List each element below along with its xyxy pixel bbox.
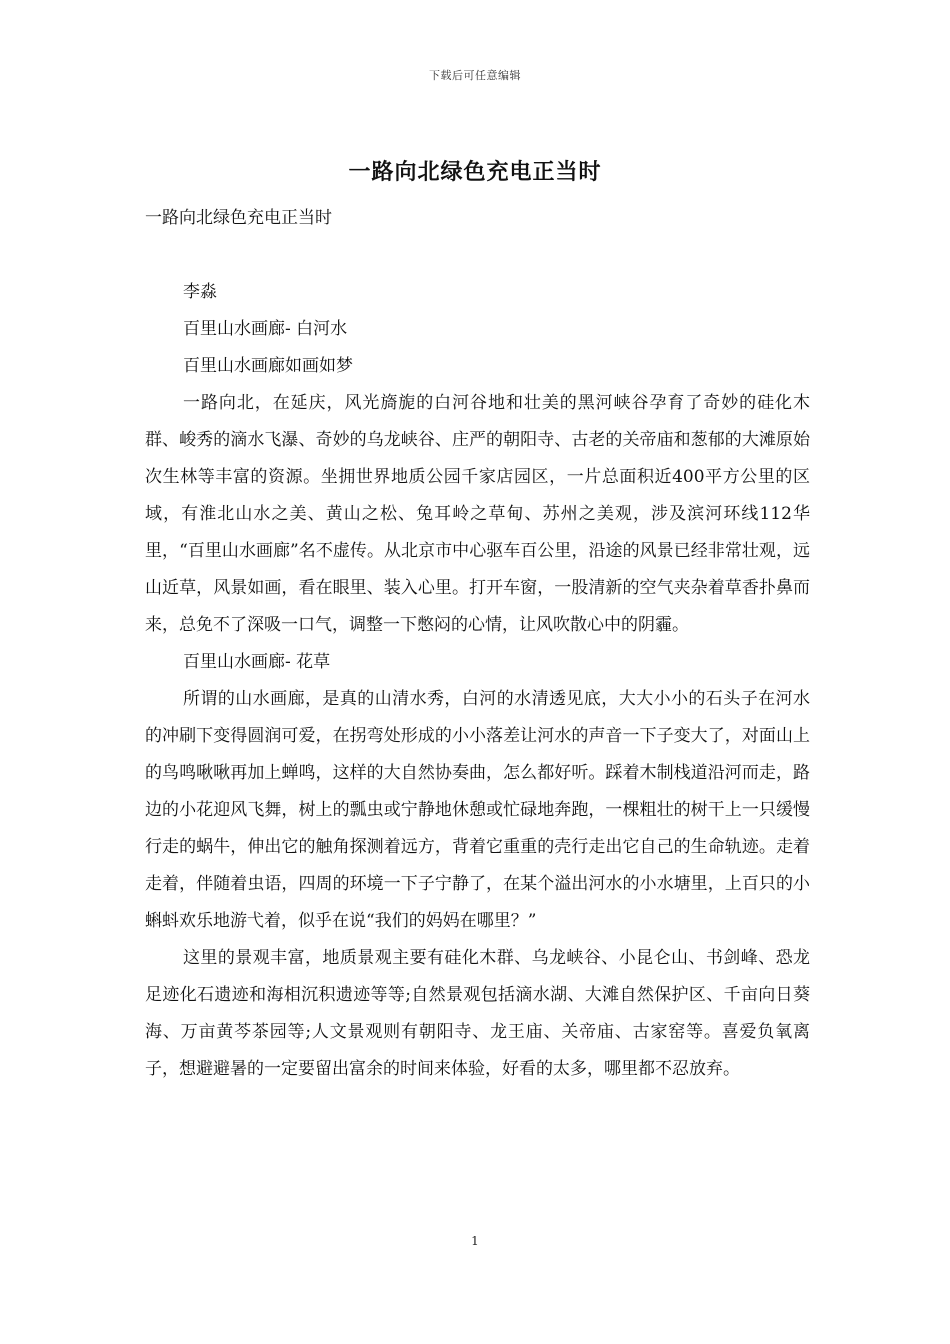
document-body bbox=[145, 200, 810, 1088]
document-title: 一路向北绿色充电正当时 bbox=[348, 159, 602, 185]
section-heading: 百里山水画廊- 白河水 bbox=[183, 319, 348, 339]
blank-line bbox=[145, 237, 810, 274]
author-line: 李淼 bbox=[183, 282, 217, 302]
page-number: 1 bbox=[471, 1234, 479, 1248]
section-heading: 百里山水画廊如画如梦 bbox=[183, 356, 353, 376]
subtitle-line: 一路向北绿色充电正当时 bbox=[145, 208, 332, 228]
paragraph: 所谓的山水画廊，是真的山清水秀，白河的水清透见底，大大小小的石头子在河水的冲刷下变得圆润可爱，在拐弯处形成的小小落差让河水的声音一下子变大了，对面山上的鸟鸣啾啾再加上蝉鸣，这样的大自然协奏曲，怎么都好听。踩着木制栈道沿河而走，路边的小花迎风飞舞，树上的瓢虫或宁静地休憩或忙碌地奔跑，一棵粗壮的树干上一只缓慢行走的蜗牛，伸出它的触角探测着远方，背着它重重的壳行走出它自己的生命轨迹。走着走着，伴随着虫语，四周的环境一下子宁静了，在某个溢出河水的小水塘里，上百只的小蝌蚪欢乐地游弋着，似乎在说“我们的妈妈在哪里？” bbox=[145, 689, 810, 931]
header-note: 下载后可任意编辑 bbox=[429, 69, 521, 82]
paragraph: 这里的景观丰富，地质景观主要有硅化木群、乌龙峡谷、小昆仑山、书剑峰、恐龙足迹化石遗迹和海相沉积遗迹等等;自然景观包括滴水湖、大滩自然保护区、千亩向日葵海、万亩黄芩茶园等;人文景观则有朝阳寺、龙王庙、关帝庙、古家窑等。喜爱负氧离子，想避避暑的一定要留出富余的时间来体验，好看的太多，哪里都不忍放弃。 bbox=[145, 948, 810, 1079]
paragraph: 一路向北，在延庆，风光旖旎的白河谷地和壮美的黑河峡谷孕育了奇妙的硅化木群、峻秀的滴水飞瀑、奇妙的乌龙峡谷、庄严的朝阳寺、古老的关帝庙和葱郁的大滩原始次生林等丰富的资源。坐拥世界地质公园千家店园区，一片总面积近400平方公里的区域，有淮北山水之美、黄山之松、兔耳岭之草甸、苏州之美观，涉及滨河环线112华里，“百里山水画廊”名不虚传。从北京市中心驱车百公里，沿途的风景已经非常壮观，远山近草，风景如画，看在眼里、装入心里。打开车窗，一股清新的空气夹杂着草香扑鼻而来，总免不了深吸一口气，调整一下憋闷的心情，让风吹散心中的阴霾。 bbox=[145, 393, 810, 635]
section-heading: 百里山水画廊- 花草 bbox=[183, 652, 331, 672]
